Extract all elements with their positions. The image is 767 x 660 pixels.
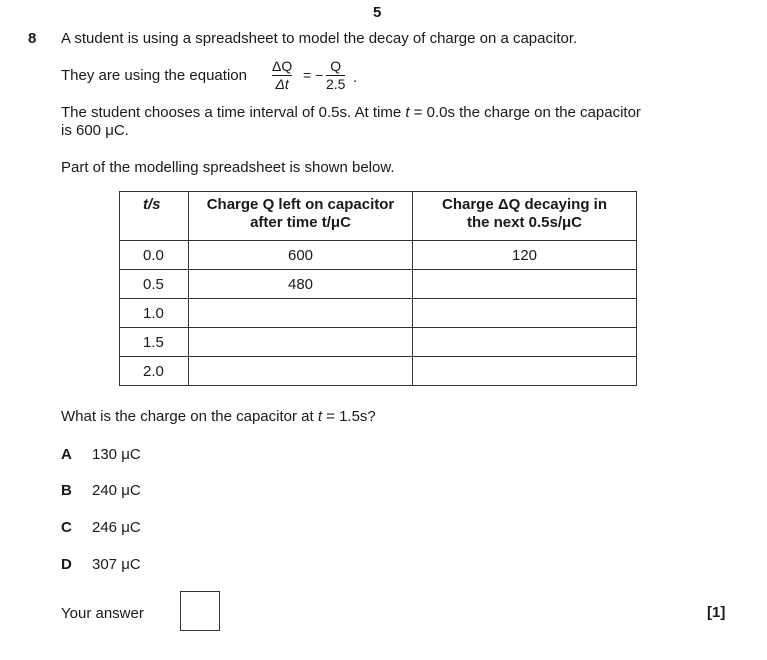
prompt-t-symbol: t (317, 408, 322, 425)
option-a-letter: A (61, 446, 72, 463)
equation-lhs-fraction (272, 59, 292, 92)
header-time-label: t/s (143, 196, 161, 213)
option-d-text: 307 μC (92, 556, 141, 573)
delta-charge-cell (413, 328, 637, 357)
option-a-text: 130 μC (92, 446, 141, 463)
charge-cell: 480 (189, 270, 413, 299)
header-charge-decaying-line-1: Charge ΔQ decaying in (442, 196, 607, 213)
time-cell: 2.0 (120, 357, 189, 386)
option-c-letter: C (61, 519, 72, 536)
table-header-row (120, 192, 637, 241)
option-b-text: 240 μC (92, 482, 141, 499)
setup-line-1 (61, 104, 641, 121)
setup-text-a: The student chooses a time interval of 0.5s. At time (61, 104, 406, 121)
answer-box[interactable] (180, 591, 220, 631)
equation-rhs-numerator: Q (330, 58, 342, 74)
marks-indicator: [1] (707, 604, 726, 621)
prompt-text-b: = 1.5s? (321, 408, 376, 425)
charge-cell (189, 328, 413, 357)
option-b-letter: B (61, 482, 72, 499)
equation-lhs-numerator: ΔQ (272, 58, 293, 74)
option-c-text: 246 μC (92, 519, 141, 536)
setup-text-b: = 0.0s the charge on the capacitor (409, 104, 641, 121)
table-row (120, 270, 637, 299)
header-charge-decaying-line-2: the next 0.5s/μC (466, 214, 583, 231)
time-cell: 1.0 (120, 299, 189, 328)
table-row (120, 241, 637, 270)
delta-charge-cell (413, 299, 637, 328)
prompt-text-a: What is the charge on the capacitor at (61, 408, 318, 425)
header-charge-left-line-1: Charge Q left on capacitor (206, 196, 395, 213)
page-number: 5 (373, 4, 382, 21)
header-charge-decaying (413, 192, 637, 241)
header-charge-left (189, 192, 413, 241)
charge-cell: 600 (189, 241, 413, 270)
question-prompt (61, 408, 376, 425)
equation-lhs-denominator: Δt (275, 76, 289, 92)
spreadsheet-table (119, 191, 637, 386)
equation-rhs-denominator: 2.5 (326, 76, 346, 92)
delta-charge-cell (413, 357, 637, 386)
option-d-letter: D (61, 556, 72, 573)
equation-end: . (353, 69, 358, 86)
question-number: 8 (28, 30, 37, 47)
charge-cell (189, 299, 413, 328)
table-row (120, 299, 637, 328)
equation-rhs-fraction (326, 59, 345, 92)
delta-charge-cell: 120 (413, 241, 637, 270)
equation-operator: = − (303, 67, 324, 83)
table-row (120, 357, 637, 386)
delta-charge-cell (413, 270, 637, 299)
table-intro: Part of the modelling spreadsheet is shown below. (61, 159, 395, 176)
time-cell: 0.5 (120, 270, 189, 299)
header-time (120, 192, 189, 241)
equation-lead: They are using the equation (61, 67, 247, 84)
time-cell: 0.0 (120, 241, 189, 270)
setup-line-2: is 600 μC. (61, 122, 129, 139)
your-answer-label: Your answer (61, 605, 144, 622)
setup-t-symbol: t (405, 104, 410, 121)
question-intro: A student is using a spreadsheet to model the decay of charge on a capacitor. (61, 30, 578, 47)
charge-cell (189, 357, 413, 386)
table-row (120, 328, 637, 357)
header-charge-left-line-2: after time t/μC (250, 214, 351, 231)
time-cell: 1.5 (120, 328, 189, 357)
